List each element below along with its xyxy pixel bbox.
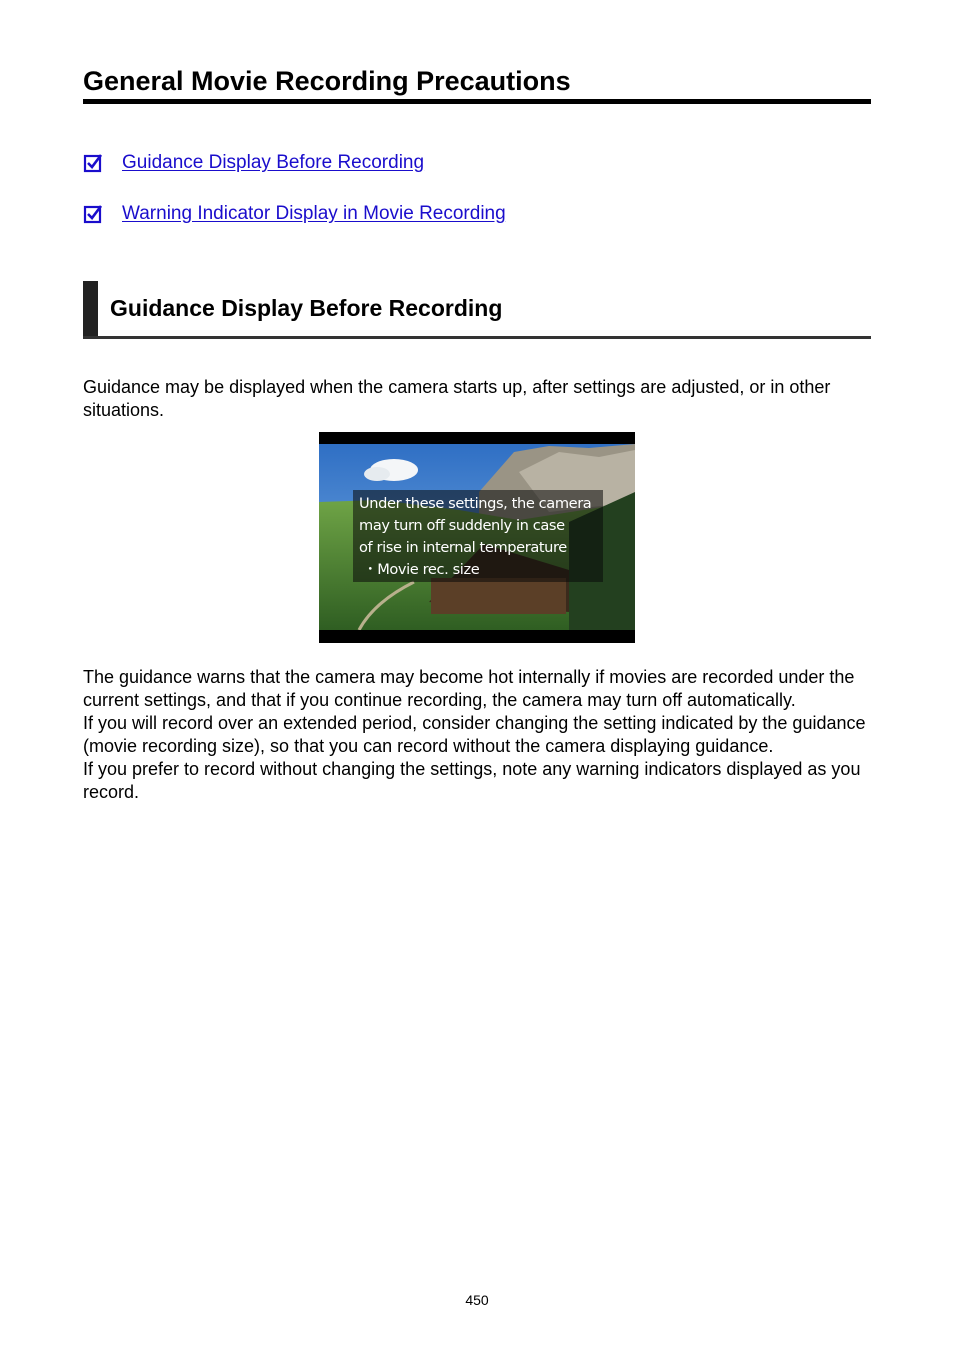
toc-link-warning[interactable]: Warning Indicator Display in Movie Recording bbox=[122, 203, 506, 224]
intro-text: Guidance may be displayed when the camera starts up, after settings are adjusted, or in other situations. bbox=[83, 377, 831, 420]
body-paragraphs bbox=[83, 666, 871, 804]
guidance-setting-item: ・Movie rec. size bbox=[363, 561, 480, 578]
section-heading bbox=[83, 281, 871, 339]
section-bar bbox=[83, 281, 98, 336]
guidance-message bbox=[359, 493, 609, 581]
page-number: 450 bbox=[465, 1292, 489, 1308]
camera-screen-image bbox=[319, 432, 635, 643]
guidance-line: of rise in internal temperature bbox=[359, 539, 567, 556]
toc-link-guidance[interactable]: Guidance Display Before Recording bbox=[122, 152, 425, 173]
toc-item-warning[interactable] bbox=[83, 202, 506, 226]
body-text: If you will record over an extended period, consider changing the setting indicated by the guidance (movie recording size), so that you can record without the camera displaying guidance. bbox=[83, 713, 866, 756]
body-text: If you prefer to record without changing the settings, note any warning indicators displayed as you record. bbox=[83, 759, 861, 802]
checkbox-icon bbox=[83, 204, 103, 224]
section-title: Guidance Display Before Recording bbox=[110, 295, 503, 321]
title-rule bbox=[83, 99, 871, 104]
page-title: General Movie Recording Precautions bbox=[83, 66, 571, 96]
intro-paragraph bbox=[83, 376, 871, 422]
guidance-line: may turn off suddenly in case bbox=[359, 517, 565, 534]
toc-item-guidance[interactable] bbox=[83, 151, 424, 175]
checkbox-icon bbox=[83, 153, 103, 173]
guidance-line: Under these settings, the camera bbox=[359, 495, 592, 512]
body-text: The guidance warns that the camera may become hot internally if movies are recorded under the current settings, and that if you continue recording, the camera may turn off automatically. bbox=[83, 667, 855, 710]
